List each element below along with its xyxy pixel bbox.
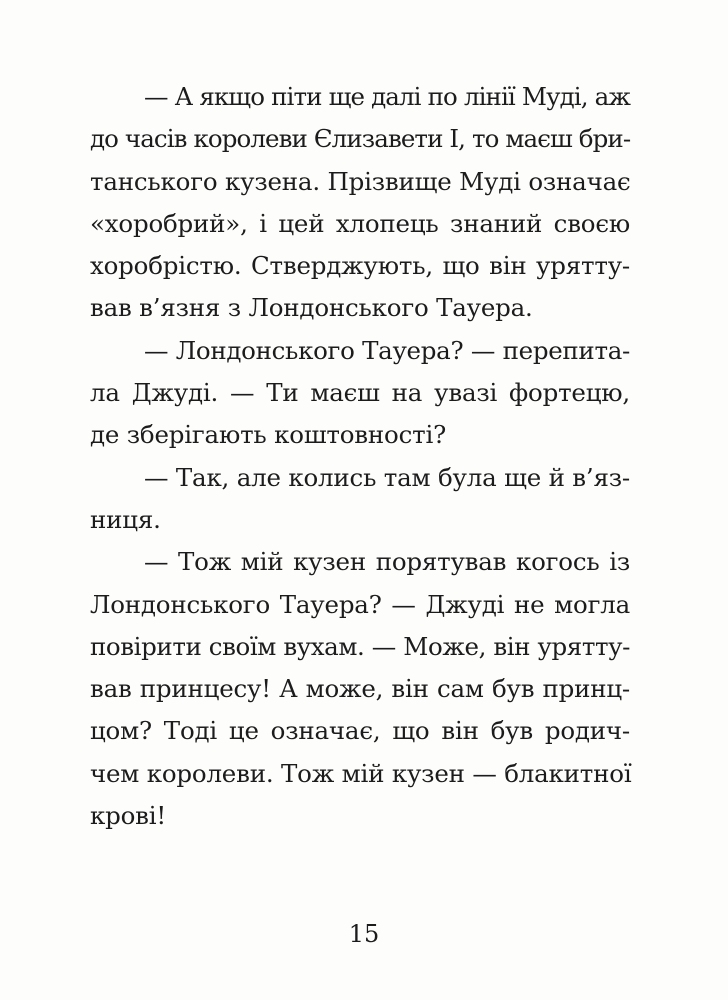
- text-line: — А якщо піти ще далі по лінії Муді, аж: [144, 82, 630, 111]
- text-line: вав принцесу! А може, він сам був принц-: [90, 674, 630, 704]
- text-line: — Лондонського Тауера? — перепита-: [144, 335, 630, 365]
- text-line: — Тож мій кузен порятував когось із: [144, 547, 630, 577]
- text-line: ла Джуді. — Ти маєш на увазі фортецю,: [90, 378, 630, 408]
- text-line: повірити своїм вухам. — Може, він урятту-: [90, 631, 631, 661]
- text-line: цом? Тоді це означає, що він був родич-: [90, 716, 630, 746]
- text-line: — Так, але колись там була ще й в’яз-: [144, 462, 630, 492]
- text-line: ниця.: [90, 504, 161, 534]
- text-line: чем королеви. Тож мій кузен — блакитної: [90, 758, 632, 788]
- text-line: танського кузена. Прізвище Муді означає: [90, 166, 631, 196]
- body-text: [90, 76, 630, 837]
- text-line: хоробрістю. Стверджують, що він урятту-: [90, 251, 630, 281]
- text-line: до часів королеви Єлизавети I, то маєш бри-: [90, 124, 631, 154]
- text-line: де зберігають коштовності?: [90, 420, 447, 450]
- text-line: Лондонського Тауера? — Джуді не могла: [90, 589, 630, 619]
- text-line: крові!: [90, 801, 167, 831]
- page-number: 15: [348, 920, 380, 948]
- text-line: «хоробрий», і цей хлопець знаний своєю: [90, 208, 630, 238]
- text-line: вав в’язня з Лондонського Тауера.: [90, 293, 533, 323]
